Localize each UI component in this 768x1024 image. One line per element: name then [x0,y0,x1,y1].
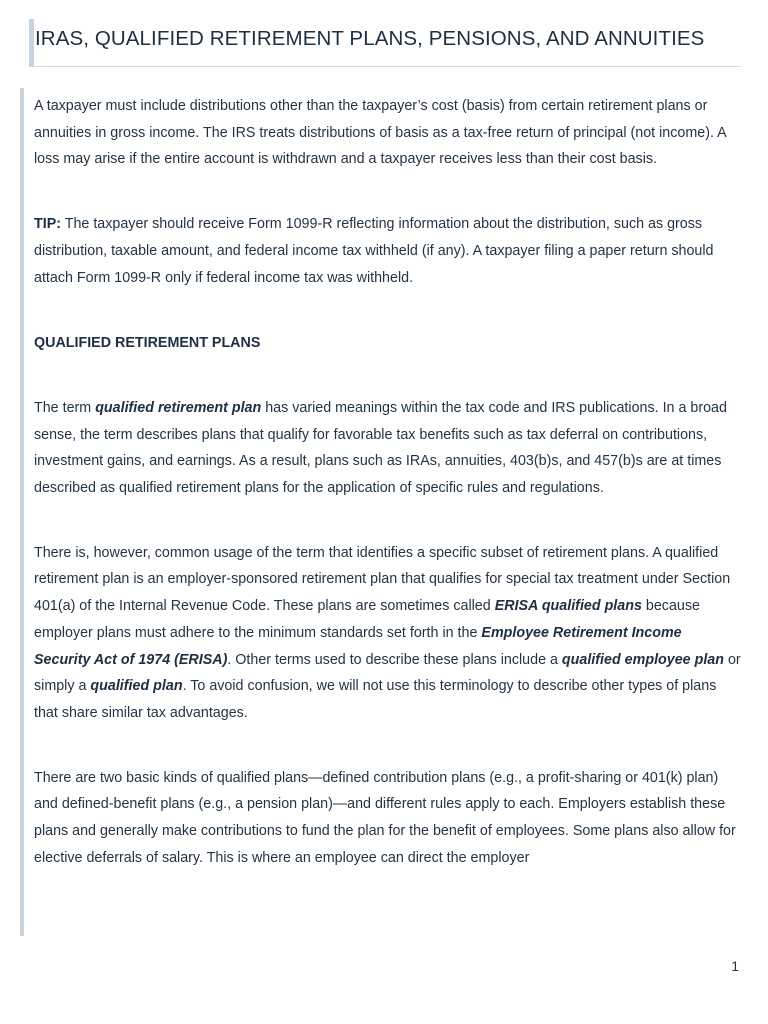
p4-text-3: . Other terms used to describe these plans include a [227,651,562,668]
plan-types-paragraph: There are two basic kinds of qualified plans—defined contribution plans (e.g., a profit-sharing or 401(k) plan) and defined-benefit plans (e.g., a pension plan)—and different rules apply to each. Employers establish these plans and generally make contributions to fund the plan for the benefit of employees. Some plans also allow for elective deferrals of salary. This is where an employee can direct the employer [34,769,736,866]
page-number: 1 [731,958,739,974]
p4-text-2: because employer plans must adhere to the minimum standards set forth in the [34,598,700,641]
tip-paragraph [34,211,742,291]
p3-emphasis-1: qualified retirement plan [95,399,262,416]
p3-text-2: has varied meanings within the tax code and IRS publications. In a broad sense, the term describes plans that qualify for favorable tax benefits such as tax deferral on contributions, investment gains, and earnings. As a result, plans such as IRAs, annuities, 403(b)s, and 457(b)s are at times described as qualified retirement plans for the application of specific rules and regulations. [34,399,727,497]
title-bar [29,19,741,67]
intro-paragraph: A taxpayer must include distributions other than the taxpayer’s cost (basis) from certain retirement plans or annuities in gross income. The IRS treats distributions of basis as a tax-free return of principal (not income). A loss may arise if the entire account is withdrawn and a taxpayer receives less than their cost basis. [34,98,726,168]
p3-text-1: The term [34,399,96,416]
p4-text-4: or simply a [34,651,741,695]
section-heading: QUALIFIED RETIREMENT PLANS [34,335,261,352]
p4-emphasis-1: ERISA qualified plans [494,598,642,615]
erisa-paragraph [34,540,742,727]
p4-emphasis-3: qualified employee plan [561,651,724,668]
page-title: IRAS, QUALIFIED RETIREMENT PLANS, PENSIONS, AND ANNUITIES [35,27,705,50]
qualified-plan-definition-paragraph [34,395,742,502]
tip-label: TIP: [34,216,62,233]
p4-text-5: . To avoid confusion, we will not use this terminology to describe other types of plans that share similar tax advantages. [34,678,717,721]
p4-emphasis-2: Employee Retirement Income Security Act of 1974 (ERISA) [34,624,682,668]
p4-text-1: There is, however, common usage of the term that identifies a specific subset of retirement plans. A qualified retirement plan is an employer-sponsored retirement plan that qualifies for special tax treatment under Section 401(a) of the Internal Revenue Code. These plans are sometimes called [34,544,731,615]
p4-emphasis-4: qualified plan [90,678,183,695]
content-inner [34,93,742,871]
tip-text: The taxpayer should receive Form 1099-R reflecting information about the distribution, such as gross distribution, taxable amount, and federal income tax withheld (if any). A taxpayer filing a paper return should attach Form 1099-R only if federal income tax was withheld. [34,216,714,286]
document-body [20,88,740,936]
